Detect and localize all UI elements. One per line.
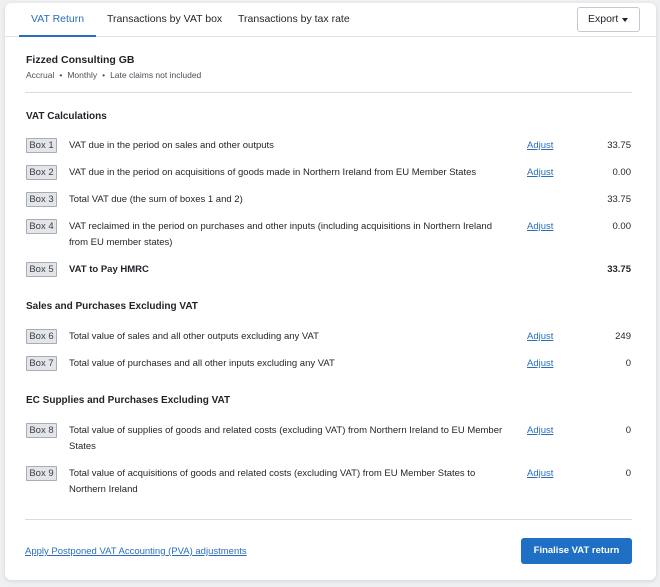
box-7-label: Box 7 xyxy=(26,356,57,371)
box-2-description: VAT due in the period on acquisitions of goods made in Northern Ireland from EU Member States xyxy=(69,167,477,178)
box-5-description: VAT to Pay HMRC xyxy=(69,264,149,275)
box-7-description: Total value of purchases and all other inputs excluding any VAT xyxy=(69,358,335,369)
box-2-amount: 0.00 xyxy=(612,167,631,178)
divider xyxy=(25,519,632,520)
box-9-description: Total value of acquisitions of goods and related costs (excluding VAT) from EU Member States to Northern Ireland xyxy=(69,468,476,495)
export-label: Export xyxy=(588,13,619,25)
tab-bar xyxy=(5,3,656,37)
box-6-description: Total value of sales and all other outputs excluding any VAT xyxy=(69,331,319,342)
box-3-description: Total VAT due (the sum of boxes 1 and 2) xyxy=(69,194,243,205)
period-frequency: Monthly xyxy=(67,70,98,80)
finalise-vat-return-button[interactable]: Finalise VAT return xyxy=(521,538,632,564)
box-5-label: Box 5 xyxy=(26,262,57,277)
tab-transactions-by-vat-box[interactable]: Transactions by VAT box xyxy=(107,13,223,25)
section-title-sales-purchases: Sales and Purchases Excluding VAT xyxy=(26,301,198,312)
vat-return-card xyxy=(5,3,656,580)
box-9-adjust-link[interactable]: Adjust xyxy=(527,468,554,479)
box-1-description: VAT due in the period on sales and other outputs xyxy=(69,140,274,151)
box-5-amount: 33.75 xyxy=(607,264,631,275)
box-3-label: Box 3 xyxy=(26,192,57,207)
box-2-label: Box 2 xyxy=(26,165,57,180)
accounting-basis: Accrual xyxy=(26,70,55,80)
box-1-amount: 33.75 xyxy=(607,140,631,151)
caret-down-icon xyxy=(622,18,628,22)
company-name: Fizzed Consulting GB xyxy=(26,54,135,66)
box-4-amount: 0.00 xyxy=(612,221,631,232)
box-3-amount: 33.75 xyxy=(607,194,631,205)
box-6-amount: 249 xyxy=(615,331,631,342)
box-7-amount: 0 xyxy=(625,358,631,369)
box-4-adjust-link[interactable]: Adjust xyxy=(527,221,554,232)
box-1-adjust-link[interactable]: Adjust xyxy=(527,140,554,151)
box-8-amount: 0 xyxy=(625,425,631,436)
box-6-adjust-link[interactable]: Adjust xyxy=(527,331,554,342)
return-meta xyxy=(26,70,201,80)
box-9-amount: 0 xyxy=(625,468,631,479)
box-8-adjust-link[interactable]: Adjust xyxy=(527,425,554,436)
late-claims-status: Late claims not included xyxy=(110,70,202,80)
box-6-label: Box 6 xyxy=(26,329,57,344)
separator: • xyxy=(102,70,106,80)
box-8-description: Total value of supplies of goods and related costs (excluding VAT) from Northern Ireland to EU Member States xyxy=(69,425,503,452)
section-title-vat-calculations: VAT Calculations xyxy=(26,111,107,122)
export-button[interactable] xyxy=(577,7,640,32)
box-4-label: Box 4 xyxy=(26,219,57,234)
tab-transactions-by-tax-rate[interactable]: Transactions by tax rate xyxy=(238,13,350,25)
box-4-description: VAT reclaimed in the period on purchases and other inputs (including acquisitions in Northern Ireland from EU member states) xyxy=(69,221,492,248)
box-8-label: Box 8 xyxy=(26,423,57,438)
box-1-label: Box 1 xyxy=(26,138,57,153)
box-7-adjust-link[interactable]: Adjust xyxy=(527,358,554,369)
section-title-ec-supplies: EC Supplies and Purchases Excluding VAT xyxy=(26,395,231,406)
box-9-label: Box 9 xyxy=(26,466,57,481)
separator: • xyxy=(59,70,63,80)
tab-vat-return[interactable]: VAT Return xyxy=(19,3,96,37)
divider xyxy=(25,92,632,93)
box-2-adjust-link[interactable]: Adjust xyxy=(527,167,554,178)
apply-pva-adjustments-link[interactable]: Apply Postponed VAT Accounting (PVA) adjustments xyxy=(25,546,247,557)
